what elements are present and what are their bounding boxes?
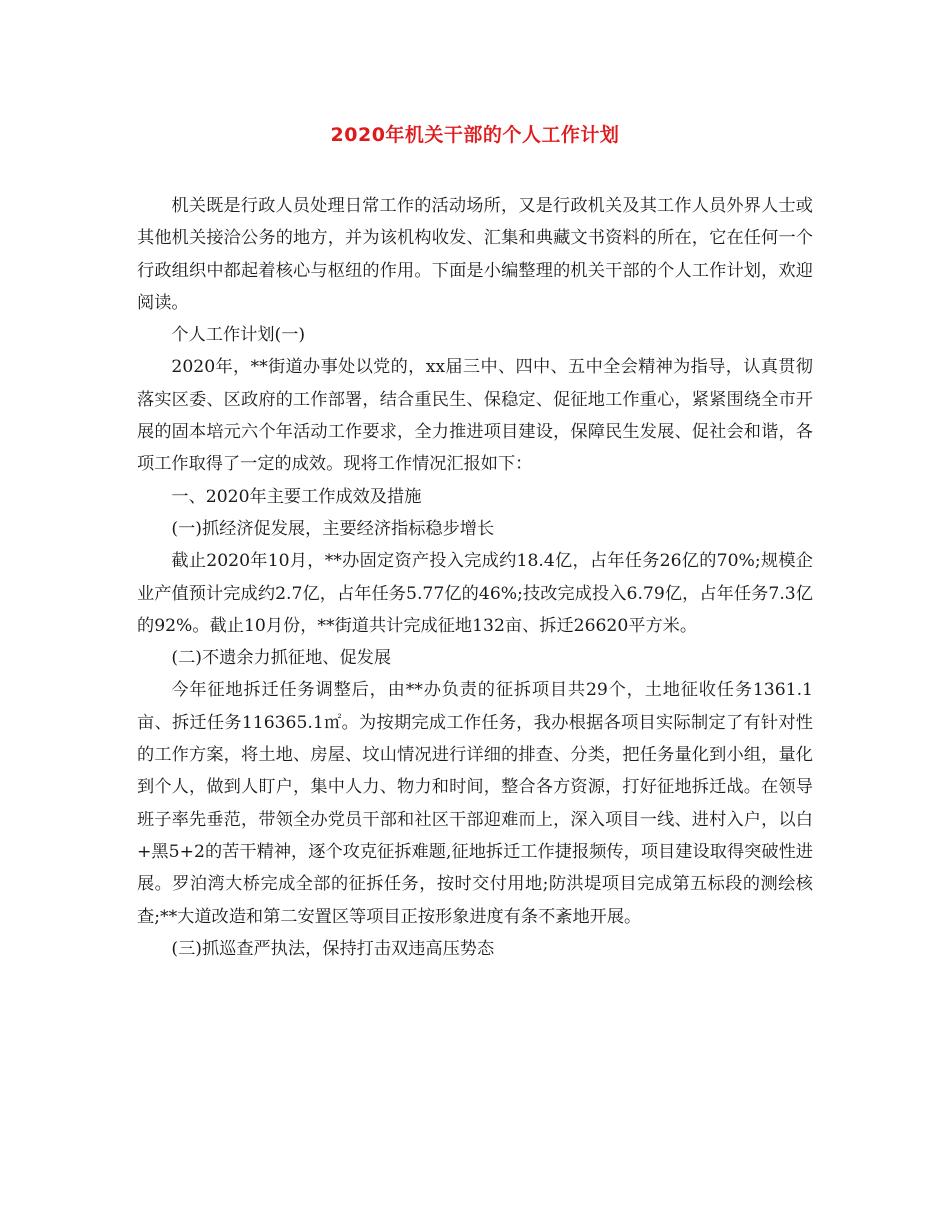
paragraph-overview: 2020年，**街道办事处以党的，xx届三中、四中、五中全会精神为指导，认真贯彻落实区委、区政府的工作部署，结合重民生、保稳定、促征地工作重心，紧紧围绕全市开展的固本培元六个年活动工作要求，全力推进项目建设，保障民生发展、促社会和谐，各项工作取得了一定的成效。现将工作情况汇报如下： bbox=[137, 357, 813, 475]
paragraph-intro: 机关既是行政人员处理日常工作的活动场所，又是行政机关及其工作人员外界人士或其他机关接洽公务的地方，并为该机构收发、汇集和典藏文书资料的所在，它在任何一个行政组织中都起着核心与枢纽的作用。下面是小编整理的机关干部的个人工作计划，欢迎阅读。 bbox=[137, 196, 813, 313]
document-title: 2020年机关干部的个人工作计划 bbox=[330, 124, 620, 146]
heading-section-one: 一、2020年主要工作成效及措施 bbox=[171, 486, 422, 507]
paragraph-economy: 截止2020年10月，**办固定资产投入完成约18.4亿，占年任务26亿的70%;规模企业产值预计完成约2.7亿，占年任务5.77亿的46%;技改完成投入6.79亿，占年任务7.3亿的92%。截止10月份，**街道共计完成征地132亩、拆迁26620平方米。 bbox=[137, 551, 813, 636]
heading-plan-one: 个人工作计划(一) bbox=[171, 325, 306, 346]
heading-subsection-one: (一)抓经济促发展，主要经济指标稳步增长 bbox=[171, 518, 495, 539]
heading-subsection-two: (二)不遗余力抓征地、促发展 bbox=[171, 648, 392, 669]
paragraph-land: 今年征地拆迁任务调整后，由**办负责的征拆项目共29个，土地征收任务1361.1亩、拆迁任务116365.1㎡。为按期完成工作任务，我办根据各项目实际制定了有针对性的工作方案，将土地、房屋、坟山情况进行详细的排查、分类，把任务量化到小组，量化到个人，做到人盯户，集中人力、物力和时间，整合各方资源，打好征地拆迁战。在领导班子率先垂范，带领全办党员干部和社区干部迎难而上，深入项目一线、进村入户，以白+黑5+2的苦干精神，逐个攻克征拆难题,征地拆迁工作捷报频传，项目建设取得突破性进展。罗泊湾大桥完成全部的征拆任务，按时交付用地;防洪堤项目完成第五标段的测绘核查;**大道改造和第二安置区等项目正按形象进度有条不紊地开展。 bbox=[137, 680, 813, 927]
heading-subsection-three: (三)抓巡查严执法，保持打击双违高压势态 bbox=[171, 938, 495, 959]
document-body bbox=[137, 190, 813, 965]
